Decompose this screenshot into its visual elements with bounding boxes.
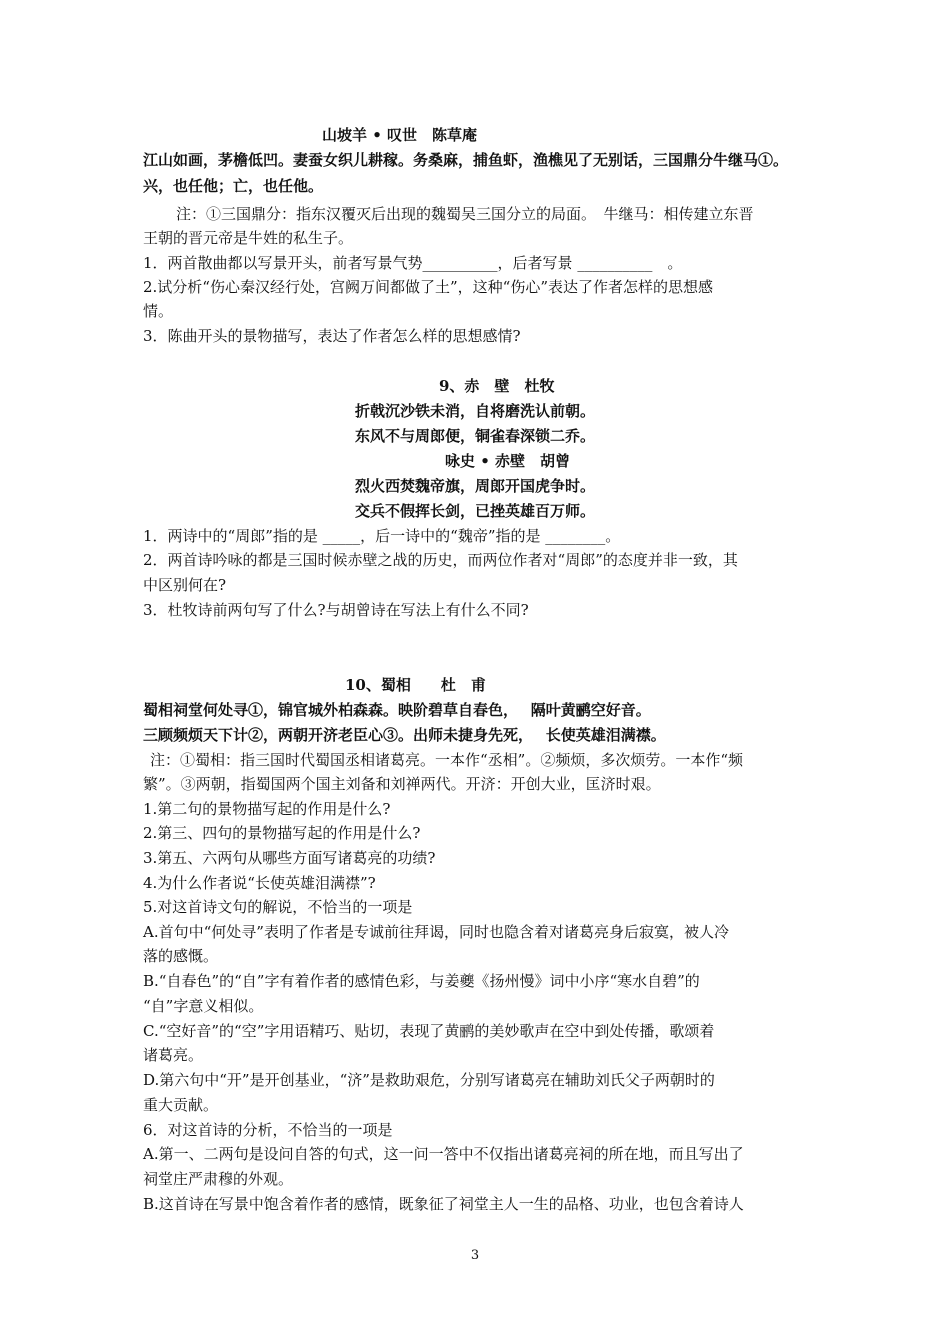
question-item: 2．两首诗吟咏的都是三国时候赤壁之战的历史，而两位作者对“周郎”的态度并非一致，其	[143, 551, 738, 569]
question-item: 1.第二句的景物描写起的作用是什么?	[143, 800, 391, 818]
poem-line: 三顾频烦天下计②，两朝开济老臣心③。出师未捷身先死， 长使英雄泪满襟。	[143, 726, 666, 744]
annotation-note: 注：①三国鼎分：指东汉覆灭后出现的魏蜀吴三国分立的局面。 牛继马：相传建立东晋	[176, 205, 754, 223]
poem-line: 东风不与周郎便，铜雀春深锁二乔。	[355, 427, 596, 445]
poem-line: 蜀相祠堂何处寻①，锦官城外柏森森。映阶碧草自春色， 隔叶黄鹂空好音。	[143, 701, 651, 719]
question-item: 1．两诗中的“周郎”指的是 _____，后一诗中的“魏帝”指的是 ________。	[143, 527, 621, 545]
answer-option: D.第六句中“开”是开创基业，“济”是救助艰危，分别写诸葛亮在辅助刘氏父子两朝时的	[143, 1071, 715, 1089]
question-item: 情。	[143, 302, 174, 320]
answer-option: B.这首诗在写景中饱含着作者的感情，既象征了祠堂主人一生的品格、功业，也包含着诗人	[143, 1195, 744, 1213]
answer-option: C.“空好音”的“空”字用语精巧、贴切，表现了黄鹂的美妙歌声在空中到处传播，歌颂着	[143, 1022, 715, 1040]
answer-option: 诸葛亮。	[143, 1046, 204, 1064]
question-item: 2.试分析“伤心秦汉经行处，宫阙万间都做了土”，这种“伤心”表达了作者怎样的思想感	[143, 278, 713, 296]
answer-option: A.第一、二两句是设问自答的句式，这一问一答中不仅指出诸葛亮祠的所在地，而且写出了	[143, 1145, 744, 1163]
poem-subtitle: 咏史 • 赤壁 胡曾	[445, 452, 571, 470]
poem-title-sanpoyang: 山坡羊 • 叹世 陈草庵	[322, 126, 478, 144]
answer-option: 落的感慨。	[143, 947, 219, 965]
question-item: 3.第五、六两句从哪些方面写诸葛亮的功绩?	[143, 849, 436, 867]
question-item: 3．陈曲开头的景物描写，表达了作者怎么样的思想感情?	[143, 327, 521, 345]
question-item: 3．杜牧诗前两句写了什么?与胡曾诗在写法上有什么不同?	[143, 601, 529, 619]
answer-option: “自”字意义相似。	[143, 997, 264, 1015]
question-item: 6．对这首诗的分析，不恰当的一项是	[143, 1121, 393, 1139]
answer-option: 祠堂庄严肃穆的外观。	[143, 1170, 294, 1188]
question-item: 中区别何在?	[143, 576, 227, 594]
poem-line: 兴，也任他；亡，也任他。	[143, 177, 324, 195]
annotation-note: 繁”。③两朝，指蜀国两个国主刘备和刘禅两代。开济：开创大业，匡济时艰。	[143, 775, 661, 793]
question-item: 5.对这首诗文句的解说，不恰当的一项是	[143, 898, 413, 916]
poem-line: 烈火西焚魏帝旗，周郎开国虎争时。	[355, 477, 596, 495]
poem-title-chibi: 9、赤 壁 杜牧	[439, 377, 555, 395]
answer-option: A.首句中“何处寻”表明了作者是专诚前往拜谒，同时也隐含着对诸葛亮身后寂寞，被人冷	[143, 923, 729, 941]
answer-option: B.“自春色”的“自”字有着作者的感情色彩，与姜夔《扬州慢》词中小序“寒水自碧”的	[143, 972, 700, 990]
question-item: 2.第三、四句的景物描写起的作用是什么?	[143, 824, 421, 842]
answer-option: 重大贡献。	[143, 1096, 219, 1114]
poem-line: 交兵不假挥长剑，已挫英雄百万师。	[355, 502, 596, 520]
poem-line: 江山如画，茅檐低凹。妻蚕女织儿耕稼。务桑麻，捕鱼虾，渔樵见了无别话，三国鼎分牛继马①。	[143, 151, 789, 169]
annotation-note: 王朝的晋元帝是牛姓的私生子。	[143, 229, 354, 247]
poem-line: 折戟沉沙铁未消，自将磨洗认前朝。	[355, 402, 596, 420]
page-number: 3	[470, 1248, 480, 1263]
question-item: 4.为什么作者说“长使英雄泪满襟”?	[143, 874, 376, 892]
poem-title-shuxiang: 10、蜀相 杜 甫	[345, 676, 486, 694]
annotation-note: 注：①蜀相：指三国时代蜀国丞相诸葛亮。一本作“丞相”。②频烦，多次烦劳。一本作“频	[150, 751, 744, 769]
question-item: 1．两首散曲都以写景开头，前者写景气势__________，后者写景 __________ 。	[143, 254, 683, 272]
